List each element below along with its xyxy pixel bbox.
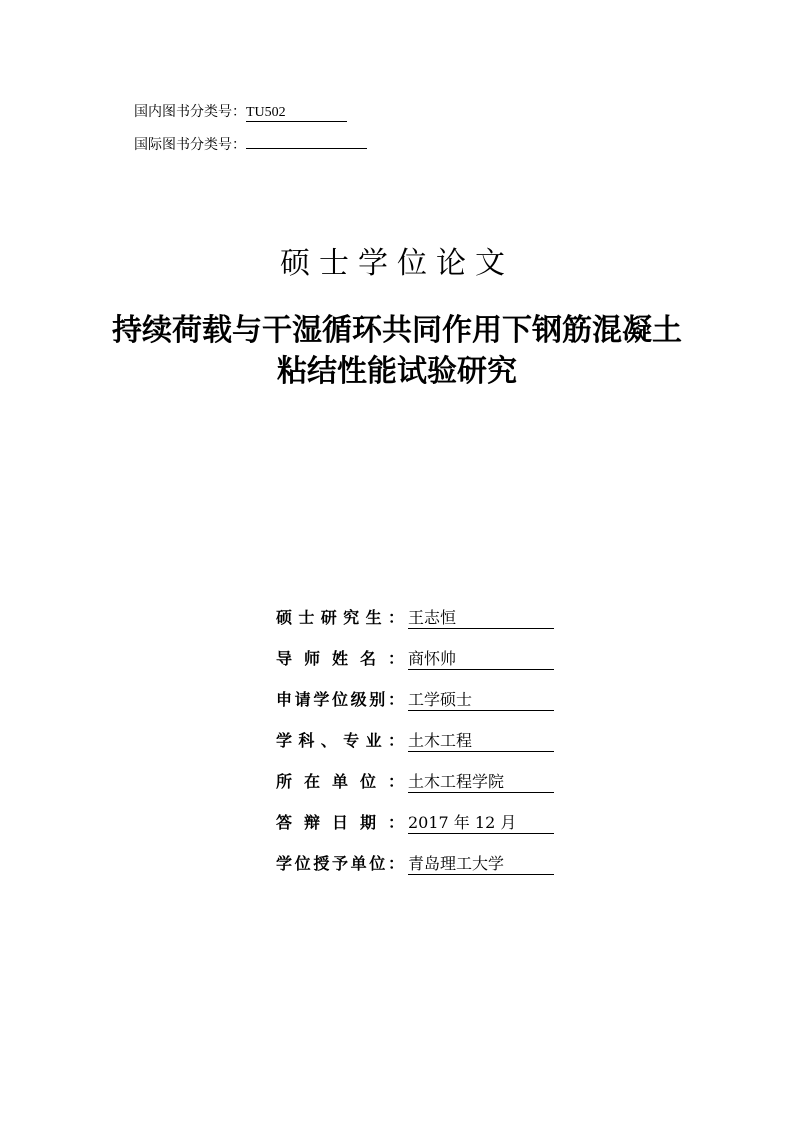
info-value-department: 土木工程学院	[408, 770, 554, 793]
international-classification-label: 国际图书分类号：	[134, 137, 246, 153]
info-label-granting-unit: 学 位 授 予 单 位 ：	[276, 854, 404, 873]
info-value-granting-unit: 青岛理工大学	[408, 852, 554, 875]
info-label-defense-date: 答 辩 日 期 ：	[276, 813, 404, 832]
domestic-classification	[134, 103, 347, 122]
thesis-title	[0, 310, 794, 392]
thesis-title-line-2: 粘结性能试验研究	[277, 354, 517, 389]
info-value-degree-level: 工学硕士	[408, 688, 554, 711]
international-classification	[134, 132, 367, 154]
info-value-student: 王志恒	[408, 606, 554, 629]
info-value-major: 土木工程	[408, 729, 554, 752]
info-label-student: 硕 士 研 究 生 ：	[276, 608, 404, 627]
info-label-major: 学 科 、 专 业 ：	[276, 731, 404, 750]
info-label-department: 所 在 单 位 ：	[276, 772, 404, 791]
info-value-advisor: 商怀帅	[408, 647, 554, 670]
degree-type-heading: 硕士学位论文	[280, 246, 514, 281]
thesis-title-line-1: 持续荷载与干湿循环共同作用下钢筋混凝土	[112, 313, 682, 348]
info-label-degree-level: 申 请 学 位 级 别 ：	[276, 690, 404, 709]
international-classification-value	[246, 132, 367, 149]
domestic-classification-value: TU502	[246, 105, 347, 122]
domestic-classification-label: 国内图书分类号：	[134, 104, 246, 120]
info-label-advisor: 导 师 姓 名 ：	[276, 649, 404, 668]
info-value-defense-date: 2017 年 12 月	[408, 811, 554, 834]
